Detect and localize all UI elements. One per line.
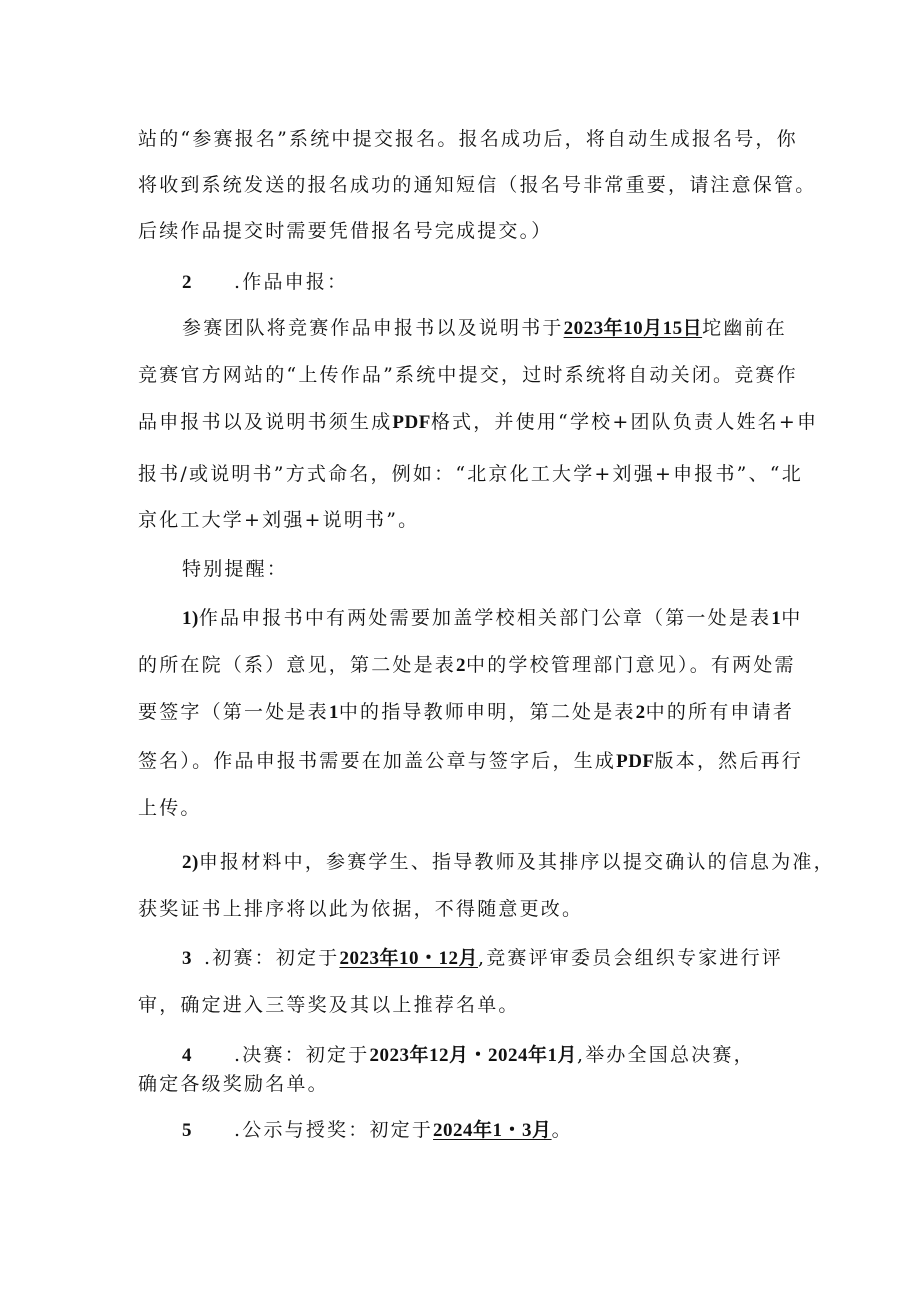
- text: 上传。: [138, 797, 202, 819]
- text: 报书/或说明书”方式命名，例如：“北京化工大学+刘强+申报书”、“北: [138, 463, 803, 485]
- text: 特别提醒：: [182, 558, 289, 580]
- text: 中的所有申请者: [645, 701, 795, 723]
- paragraph-line: [138, 897, 583, 921]
- text: 要签字（第一处是表: [138, 701, 329, 723]
- paragraph-line: [138, 749, 803, 774]
- section-title: .作品申报：: [234, 271, 349, 293]
- section-number: 5: [182, 1120, 194, 1141]
- paragraph-line: [138, 410, 818, 435]
- text: 中的学校管理部门意见）。有两处需: [466, 654, 796, 676]
- pdf-term: PDF: [392, 412, 431, 433]
- paragraph-line: [138, 508, 419, 532]
- text: 获奖证书上排序将以此为依据，不得随意更改。: [138, 898, 584, 920]
- paragraph-line: [138, 173, 816, 197]
- paragraph-line: [182, 316, 787, 341]
- paragraph-line: [138, 1072, 329, 1096]
- paragraph-line: [138, 363, 798, 387]
- text: 品申报书以及说明书须生成: [138, 411, 393, 433]
- award-date: 2024年1・3月: [433, 1120, 552, 1141]
- text: 版本，然后再行: [654, 750, 803, 772]
- text: 竞赛官方网站的“上传作品”系统中提交，过时系统将自动关闭。竞赛作: [138, 364, 798, 386]
- text: 格式，并使用“学校+团队负责人姓名+申: [430, 411, 819, 433]
- paragraph-line: [182, 606, 802, 631]
- paragraph-line: [138, 796, 202, 820]
- section-number: 3: [182, 948, 194, 969]
- text: 中: [781, 607, 803, 629]
- text: 。: [551, 1119, 573, 1141]
- text: 审，确定进入三等奖及其以上推荐名单。: [138, 994, 520, 1016]
- section-number: 4: [182, 1045, 194, 1066]
- section-heading: [182, 1043, 755, 1068]
- paragraph-line: [138, 700, 794, 725]
- reminder-heading: [182, 557, 288, 581]
- pdf-term: PDF: [616, 751, 655, 772]
- table-ref: 2: [635, 702, 646, 723]
- text: 将收到系统发送的报名成功的通知短信（报名号非常重要，请注意保管。: [138, 174, 817, 196]
- paragraph-line: [138, 653, 796, 678]
- text: 中的指导教师申明，第二处是表: [338, 701, 636, 723]
- paragraph-line: [138, 127, 798, 151]
- text: .公示与授奖：初定于: [234, 1119, 434, 1141]
- paragraph-line: [182, 850, 835, 875]
- deadline-date: 2023年10月15日: [563, 318, 703, 339]
- text: ,举办全国总决赛，: [576, 1044, 755, 1066]
- section-heading: [182, 946, 783, 971]
- text: 作品申报书中有两处需要加盖学校相关部门公章（第一处是表: [198, 607, 772, 629]
- text: 后续作品提交时需要凭借报名号完成提交。）: [138, 220, 553, 242]
- table-ref: 1: [771, 608, 782, 629]
- paragraph-line: [138, 219, 553, 243]
- text: 坨幽前在: [702, 317, 787, 339]
- text: 确定各级奖励名单。: [138, 1073, 329, 1095]
- text: .初赛：初定于: [204, 947, 340, 969]
- item-number: 1): [182, 608, 199, 629]
- text: 站的“参赛报名”系统中提交报名。报名成功后，将自动生成报名号，你: [138, 128, 798, 150]
- section-heading: [182, 270, 348, 295]
- text: 参赛团队将竞赛作品申报书以及说明书于: [182, 317, 564, 339]
- text: ,竞赛评审委员会组织专家进行评: [477, 947, 784, 969]
- table-ref: 2: [456, 655, 467, 676]
- section-heading: [182, 1118, 573, 1143]
- text: 的所在院（系）意见，第二处是表: [138, 654, 457, 676]
- paragraph-line: [138, 993, 520, 1017]
- section-number: 2: [182, 272, 194, 293]
- item-number: 2): [182, 852, 199, 873]
- preliminary-date: 2023年10・12月: [339, 948, 478, 969]
- text: 签名）。作品申报书需要在加盖公章与签字后，生成: [138, 750, 617, 772]
- paragraph-line: [138, 462, 803, 486]
- final-date: 2023年12月・2024年1月: [369, 1045, 577, 1066]
- table-ref: 1: [328, 702, 339, 723]
- text: 京化工大学+刘强+说明书”。: [138, 509, 420, 531]
- text: .决赛：初定于: [234, 1044, 370, 1066]
- text: 申报材料中，参赛学生、指导教师及其排序以提交确认的信息为准，: [198, 851, 835, 873]
